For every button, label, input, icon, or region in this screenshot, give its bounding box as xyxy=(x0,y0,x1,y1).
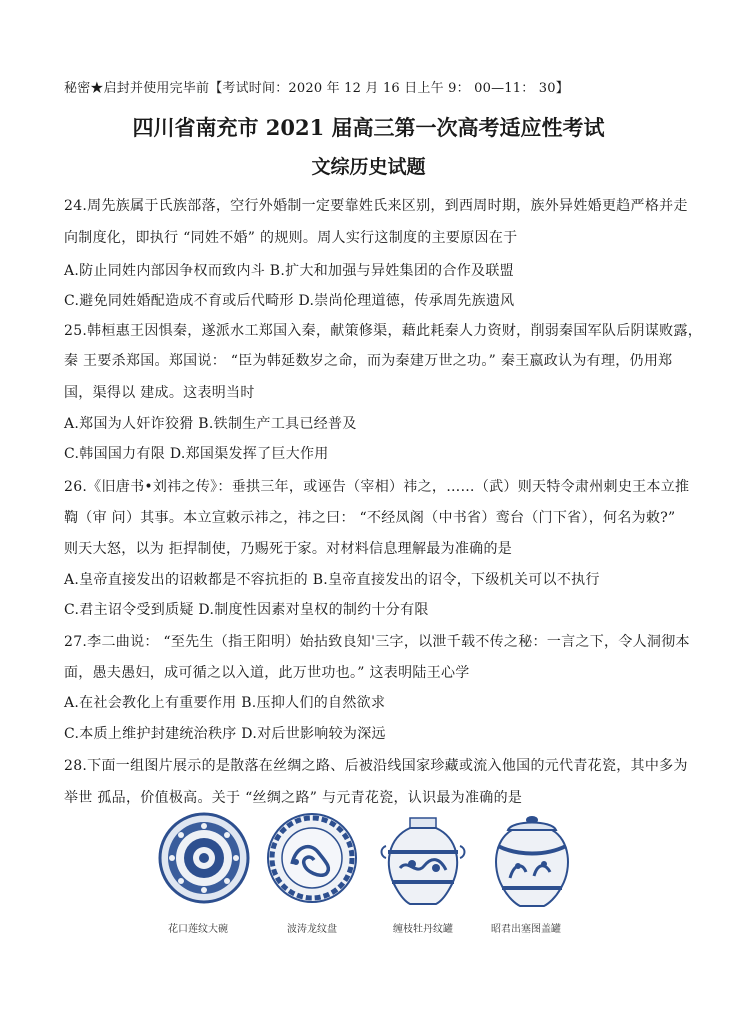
lotus-bowl-image xyxy=(158,812,254,904)
text-line: 24.周先族属于氏族部落，空行外婚制一定要靠姓氏来区别，到西周时期，族外异姓婚更趋严格并走 xyxy=(64,198,688,214)
peony-jar-image xyxy=(380,812,476,908)
covered-jar-image xyxy=(488,812,584,908)
text-line: 举世 孤品，价值极高。关于 “丝绸之路” 与元青花瓷，认识最为准确的是 xyxy=(64,790,523,806)
text-line: A.防止同姓内部因争权而致内斗 B.扩大和加强与异姓集团的合作及联盟 xyxy=(64,263,514,279)
text-line: C.本质上维护封建统治秩序 D.对后世影响较为深远 xyxy=(64,726,386,742)
text-line: 国，渠得以 建成。这表明当时 xyxy=(64,385,255,401)
text-line: 秦 王要杀郑国。郑国说： “臣为韩延数岁之命，而为秦建万世之功。” 秦王嬴政认为有理，仍用郑 xyxy=(64,353,673,369)
figure-caption: 波涛龙纹盘 xyxy=(287,924,337,935)
text-line: A.皇帝直接发出的诏敕都是不容抗拒的 B.皇帝直接发出的诏令，下级机关可以不执行 xyxy=(64,572,600,588)
text-line: A.郑国为人奸诈狡猾 B.铁制生产工具已经普及 xyxy=(64,416,357,432)
text-line: 27.李二曲说： “至先生（指王阳明）始拈致良知'三字，以泄千载不传之秘：一言之下，令人洞彻本 xyxy=(64,634,690,650)
text-line: C.韩国国力有限 D.郑国渠发挥了巨大作用 xyxy=(64,446,329,462)
exam-title: 四川省南充市 2021 届高三第一次高考适应性考试 xyxy=(132,115,605,140)
text-line: 则天大怒，以为 拒捍制使，乃赐死于家。对材料信息理解最为准确的是 xyxy=(64,541,513,557)
text-line: 26.《旧唐书•刘祎之传》：垂拱三年，或诬告（宰相）祎之，……（武）则天特令肃州刺史王本立推 xyxy=(64,479,690,495)
dragon-plate-image xyxy=(266,812,362,904)
figure-caption: 昭君出塞图盖罐 xyxy=(491,924,561,935)
figure-caption: 花口莲纹大碗 xyxy=(168,924,228,935)
text-line: C.避免同姓婚配造成不育或后代畸形 D.崇尚伦理道德，传承周先族遗风 xyxy=(64,293,515,309)
exam-header: 秘密★启封并使用完毕前【考试时间：2020 年 12 月 16 日上午 9： 00—11： 30】 xyxy=(64,81,569,96)
exam-subtitle: 文综历史试题 xyxy=(311,156,426,178)
porcelain-figures xyxy=(158,812,588,932)
text-line: 向制度化，即执行 “同姓不婚” 的规则。周人实行这制度的主要原因在于 xyxy=(64,230,518,246)
text-line: C.君主诏令受到质疑 D.制度性因素对皇权的制约十分有限 xyxy=(64,602,429,618)
text-line: 28.下面一组图片展示的是散落在丝绸之路、后被沿线国家珍藏或流入他国的元代青花瓷，其中多为 xyxy=(64,758,688,774)
text-line: A.在社会教化上有重要作用 B.压抑人们的自然欲求 xyxy=(64,695,386,711)
text-line: 面，愚夫愚妇，成可循之以入道，此万世功也。” 这表明陆王心学 xyxy=(64,665,470,681)
text-line: 25.韩桓惠王因惧秦，遂派水工郑国入秦，献策修渠，藉此耗秦人力资财，削弱秦国军队后阴谋败露， xyxy=(64,323,703,339)
figure-caption: 缠枝牡丹纹罐 xyxy=(393,924,453,935)
text-line: 鞫（审 问）其事。本立宣敕示祎之，祎之曰： “不经凤阁（中书省）鸾台（门下省），何名为敕?” xyxy=(64,510,676,526)
